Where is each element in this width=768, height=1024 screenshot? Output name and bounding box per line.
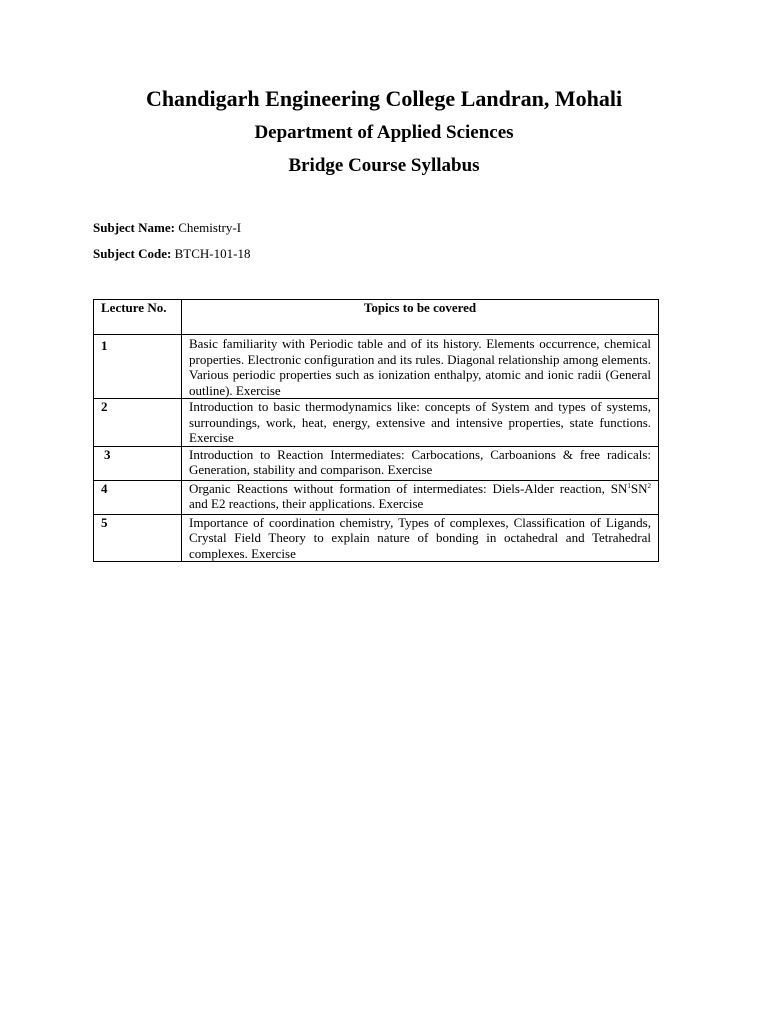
table-row: [94, 335, 659, 399]
topic-text-part: SN: [630, 480, 648, 496]
topic-text-part: Organic Reactions without formation of intermediates: Diels-Alder reaction, SN: [189, 480, 628, 496]
subject-code-line: [93, 246, 250, 262]
subject-name-line: [93, 220, 241, 236]
table-row: [94, 446, 659, 480]
lecture-topic: Introduction to Reaction Intermediates: Carbocations, Carboanions & free radicals: Generation, stability and comparison. Exercise: [182, 446, 659, 480]
topic-text-part: and E2 reactions, their applications. Exercise: [189, 496, 424, 511]
lecture-topic: [182, 480, 659, 514]
syllabus-table: [93, 299, 659, 562]
subject-code-value: BTCH-101-18: [174, 246, 251, 261]
table-header-row: [94, 300, 659, 335]
subject-code-label: Subject Code:: [93, 246, 172, 261]
lecture-number: 4: [94, 480, 182, 514]
department-title: Department of Applied Sciences: [254, 122, 514, 143]
lecture-number: 2: [94, 399, 182, 447]
college-title: Chandigarh Engineering College Landran, Mohali: [145, 86, 623, 111]
lecture-topic: Importance of coordination chemistry, Types of complexes, Classification of Ligands, Crystal Field Theory to explain nature of bonding in octahedral and Tetrahedral complexes. Exercise: [182, 514, 659, 562]
lecture-topic: Basic familiarity with Periodic table and of its history. Elements occurrence, chemical properties. Electronic configuration and its rules. Diagonal relationship among elements. Various periodic properties such as ionization enthalpy, atomic and ionic radii (General outline). Exercise: [182, 335, 659, 399]
lecture-no-header: Lecture No.: [94, 300, 182, 335]
topics-header: Topics to be covered: [182, 300, 659, 335]
lecture-number: 5: [94, 514, 182, 562]
lecture-number: 1: [94, 335, 182, 399]
superscript: 2: [647, 481, 651, 490]
table-row: [94, 480, 659, 514]
superscript: 1: [627, 481, 631, 490]
table-row: [94, 514, 659, 562]
table-row: [94, 399, 659, 447]
subject-name-label: Subject Name:: [93, 220, 175, 235]
lecture-topic: Introduction to basic thermodynamics like: concepts of System and types of systems, surroundings, work, heat, energy, extensive and intensive properties, state functions. Exercise: [182, 399, 659, 447]
course-title: Bridge Course Syllabus: [288, 155, 480, 176]
lecture-number: 3: [94, 446, 182, 480]
subject-name-value: Chemistry-I: [178, 220, 242, 235]
